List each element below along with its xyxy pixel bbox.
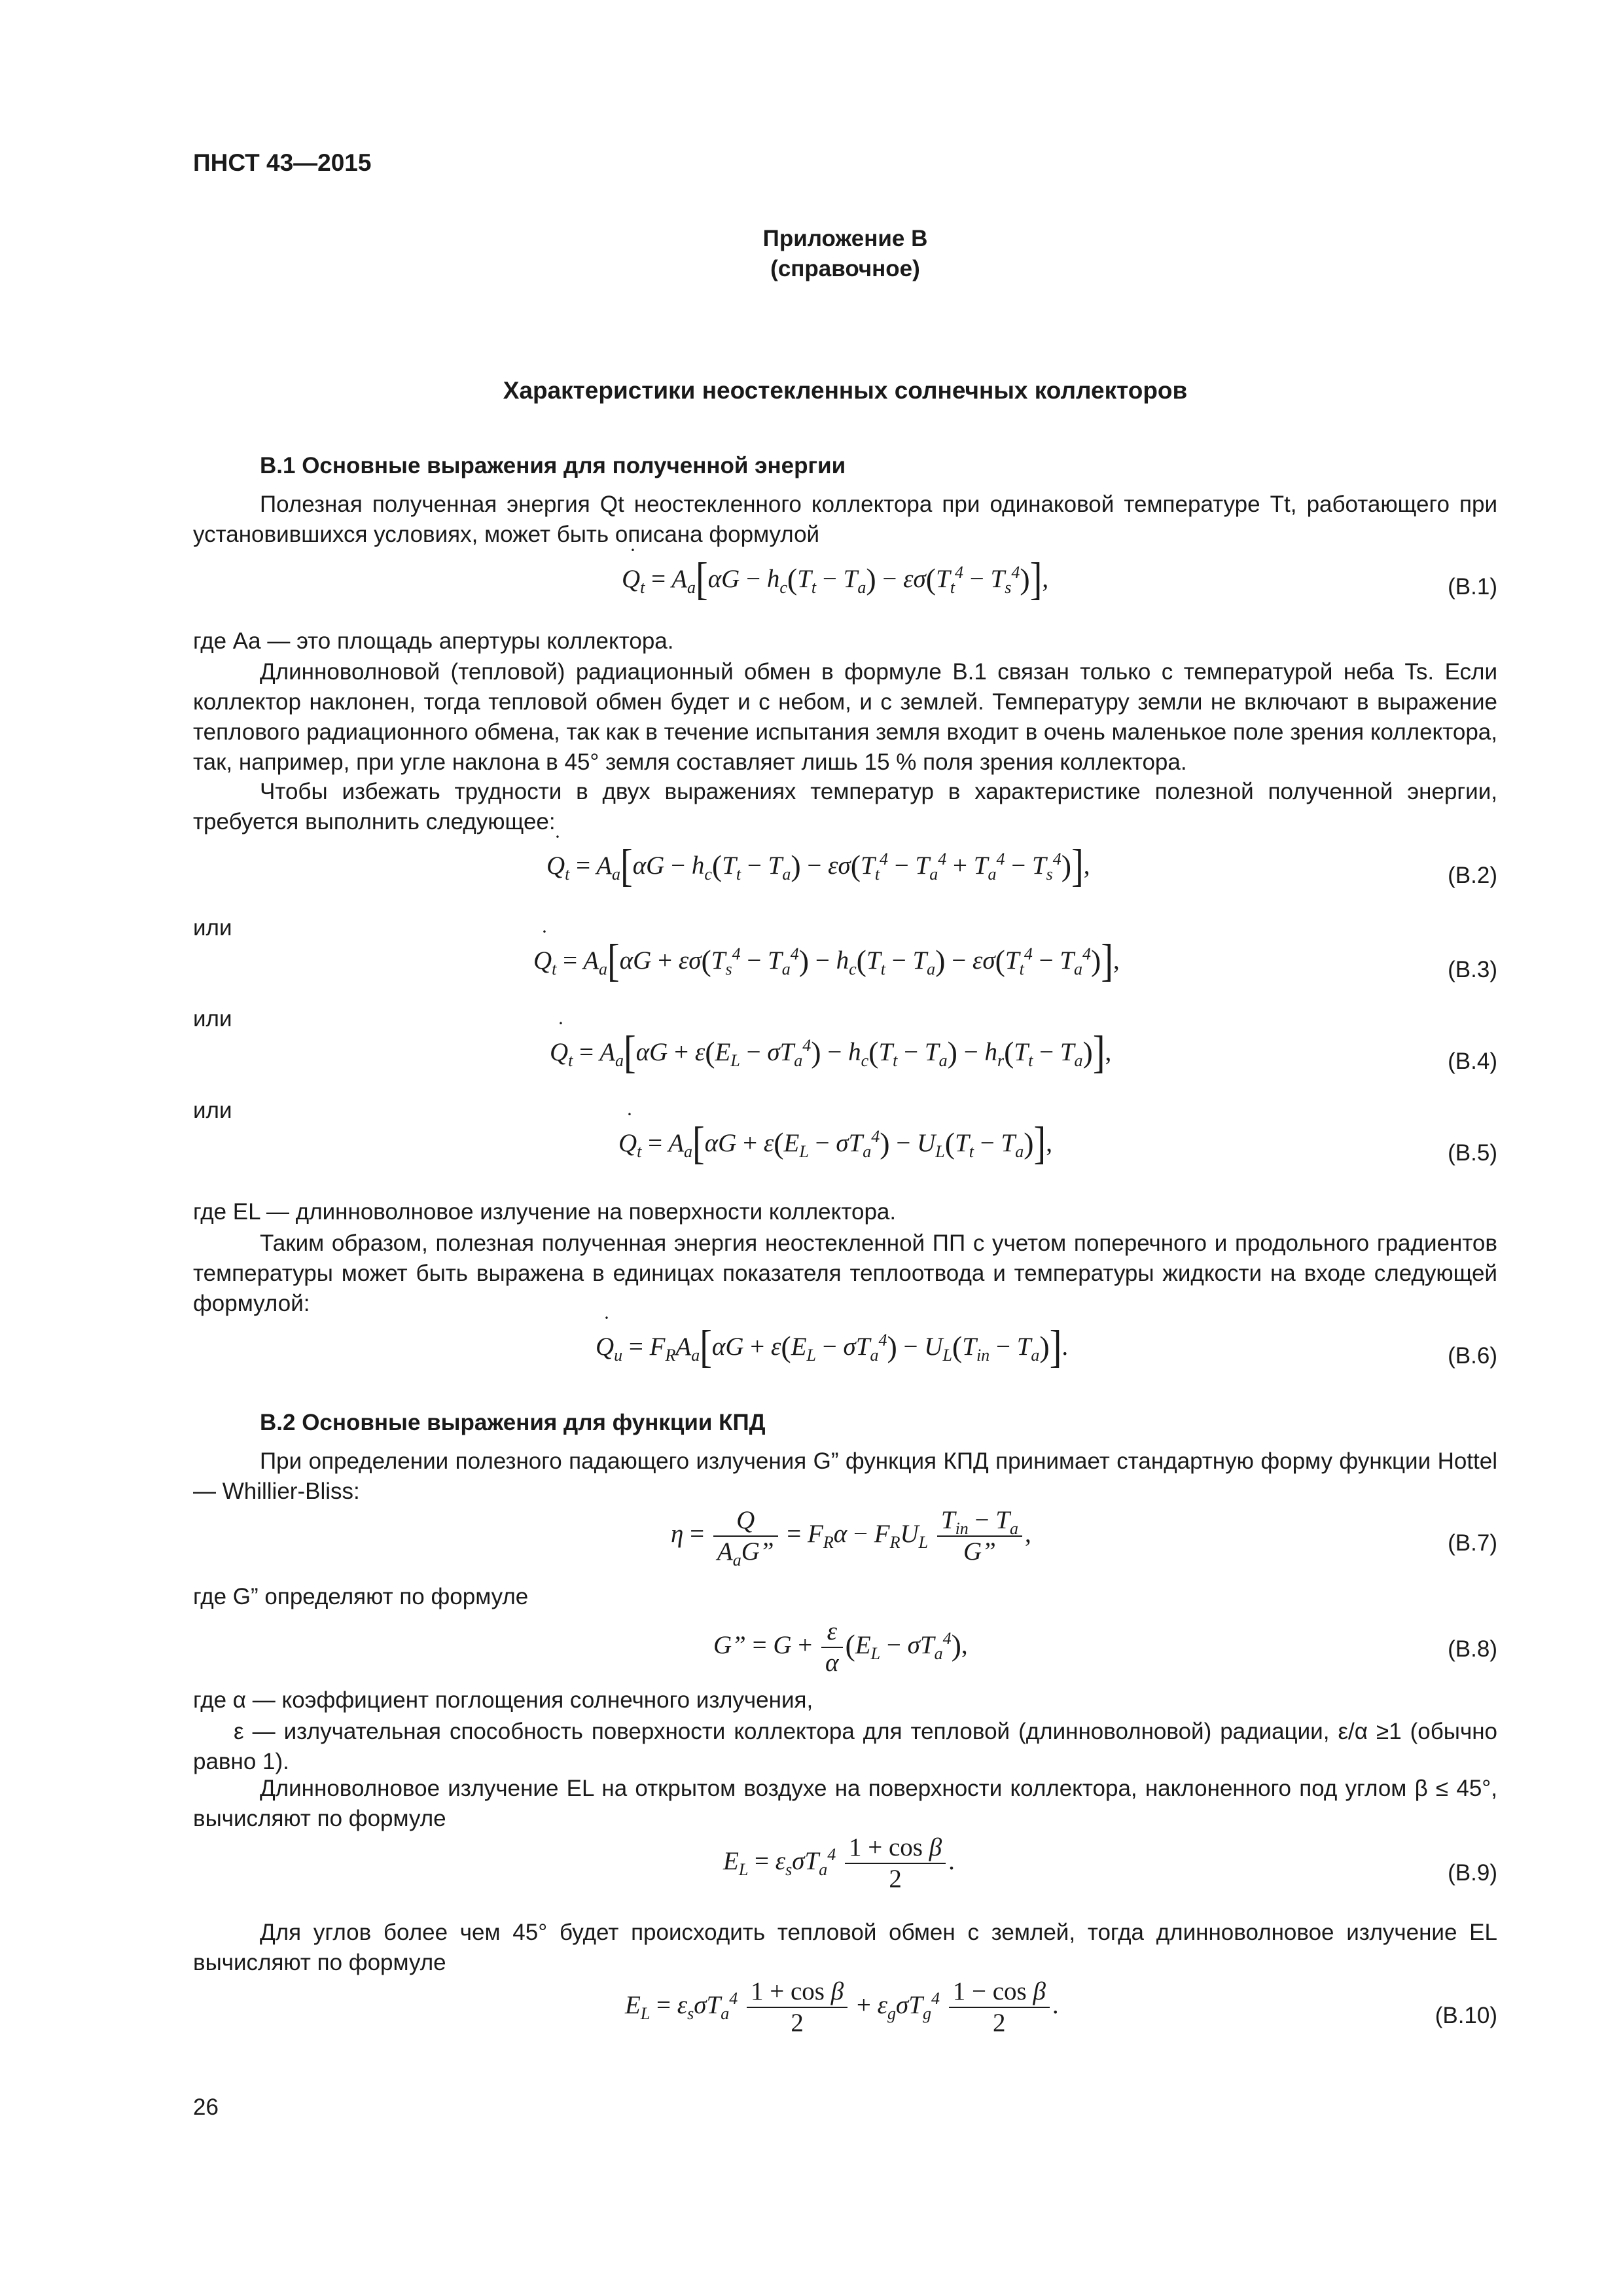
equation-number: (В.3) — [1448, 957, 1497, 982]
text-line: или — [193, 1098, 232, 1123]
paragraph: При определении полезного падающего излучения G” функция КПД принимает стандартную форму функции Hottel — Whillier-Bliss: — [193, 1448, 1497, 1504]
paragraph: Таким образом, полезная полученная энергия неостекленной ПП с учетом поперечного и продольного градиентов температуры может быть выражена в единицах показателя теплоотвода и температуры жидкости на входе следующей формулой: — [193, 1230, 1497, 1316]
equation-number: (В.1) — [1448, 574, 1497, 600]
paragraph: Длинноволновой (тепловой) радиационный обмен в формуле В.1 связан только с температурой неба Ts. Если коллектор наклонен, тогда тепловой обмен будет и с небом, и с землей. Температуру земли не включают в выражение теплового радиационного обмена, так как в течение испытания земля входит в очень маленькое поле зрения коллектора, так, например, при угле наклона в 45° земля составляет лишь 15 % поля зрения коллектора. — [193, 659, 1497, 775]
equation-number: (В.5) — [1448, 1140, 1497, 1166]
paragraph: Длинноволновое излучение EL на открытом воздухе на поверхности коллектора, наклоненного под углом β ≤ 45°, вычисляют по формуле — [193, 1776, 1497, 1831]
document-code: ПНСТ 43—2015 — [193, 149, 372, 176]
equation-number: (В.2) — [1448, 863, 1497, 888]
equation-number: (В.10) — [1435, 2003, 1497, 2028]
section-title: В.1 Основные выражения для полученной энергии — [260, 453, 846, 478]
equation-b10: $E_L = \varepsilon_s\sigma T_a^4$ $\frac{\text{1 + cos β}}{2}$ + $\varepsilon_g\sigma T_g^4$ $\frac{\text{1 − cos β}}{2}$ . — [625, 1977, 1059, 2037]
appendix-note: (справочное) — [770, 256, 920, 281]
equation-number: (В.4) — [1448, 1049, 1497, 1074]
equation-b9: $E_L = \varepsilon_s\sigma T_a^4$ $\frac{\text{1 + cos β}}{2}$ . — [723, 1833, 955, 1893]
text-line: или — [193, 1006, 232, 1031]
text-line: где G” определяют по формуле — [193, 1584, 529, 1609]
main-title: Характеристики неостекленных солнечных коллекторов — [503, 377, 1188, 404]
appendix-title: Приложение В — [762, 226, 928, 251]
paragraph: Полезная полученная энергия Qt неостекленного коллектора при одинаковой температуре Tt, работающего при установившихся условиях, может быть описана формулой — [193, 492, 1497, 547]
equation-number: (В.7) — [1448, 1530, 1497, 1556]
equation-b2: Q $˙_t = A_a[\alpha G - h_c(T_t - T_a) - \varepsilon\sigma(T_t^4 - T_a^4 + T_a^4 - T_s^4)]$, — [546, 851, 1090, 880]
text-line: где Aa — это площадь апертуры коллектора. — [193, 628, 674, 654]
page-number: 26 — [193, 2094, 219, 2120]
equation-b3: Q $˙_t = A_a[\alpha G + \varepsilon\sigma(T_s^4 - T_a^4) - h_c(T_t - T_a) - \varepsilon\sigma(T_t^4 - T_a^4)]$, — [533, 946, 1120, 975]
equation-number: (В.6) — [1448, 1343, 1497, 1369]
equation-b8: G” = G + $\frac{\varepsilon}{\alpha}$ $(E_L - \sigma T_a^4)$, — [713, 1617, 968, 1677]
equation-b6: Q $˙_u = F_RA_a[\alpha G + \varepsilon(E_L - \sigma T_a^4) - U_L(T_{in} - T_a)]$. — [596, 1332, 1068, 1361]
paragraph: Чтобы избежать трудности в двух выражениях температур в характеристике полезной полученной энергии, требуется выполнить следующее: — [193, 779, 1497, 834]
text-line: или — [193, 915, 232, 941]
paragraph: Для углов более чем 45° будет происходить тепловой обмен с землей, тогда длинноволновое излучение EL вычисляют по формуле — [193, 1920, 1497, 1975]
text-line: где EL — длинноволновое излучение на поверхности коллектора. — [193, 1199, 897, 1225]
equation-number: (В.9) — [1448, 1860, 1497, 1886]
text-line: где α — коэффициент поглощения солнечного излучения, — [193, 1687, 813, 1713]
equation-b4: Q $˙_t = A_a[\alpha G + \varepsilon(E_L - \sigma T_a^4) - h_c(T_t - T_a) - h_r(T_t - T_a)]$, — [550, 1037, 1111, 1067]
equation-b7: η = $\frac{Q}{A_aG”}$ = $F_R\alpha - F_RU_L$ $\frac{T_{in} - T_a}{G”}$ , — [671, 1506, 1031, 1570]
equation-b5: Q $˙_t = A_a[\alpha G + \varepsilon(E_L - \sigma T_a^4) - U_L(T_t - T_a)]$, — [618, 1128, 1052, 1158]
paragraph: ε — излучательная способность поверхности коллектора для тепловой (длинноволновой) радиации, ε/α ≥1 (обычно равно 1). — [193, 1719, 1497, 1774]
equation-b1: Q $˙_t = A_a[\alpha G - h_c(T_t - T_a) - \varepsilon\sigma(T_t^4 - T_s^4)]$, — [622, 564, 1048, 594]
section-title: В.2 Основные выражения для функции КПД — [260, 1410, 766, 1435]
equation-number: (В.8) — [1448, 1636, 1497, 1662]
